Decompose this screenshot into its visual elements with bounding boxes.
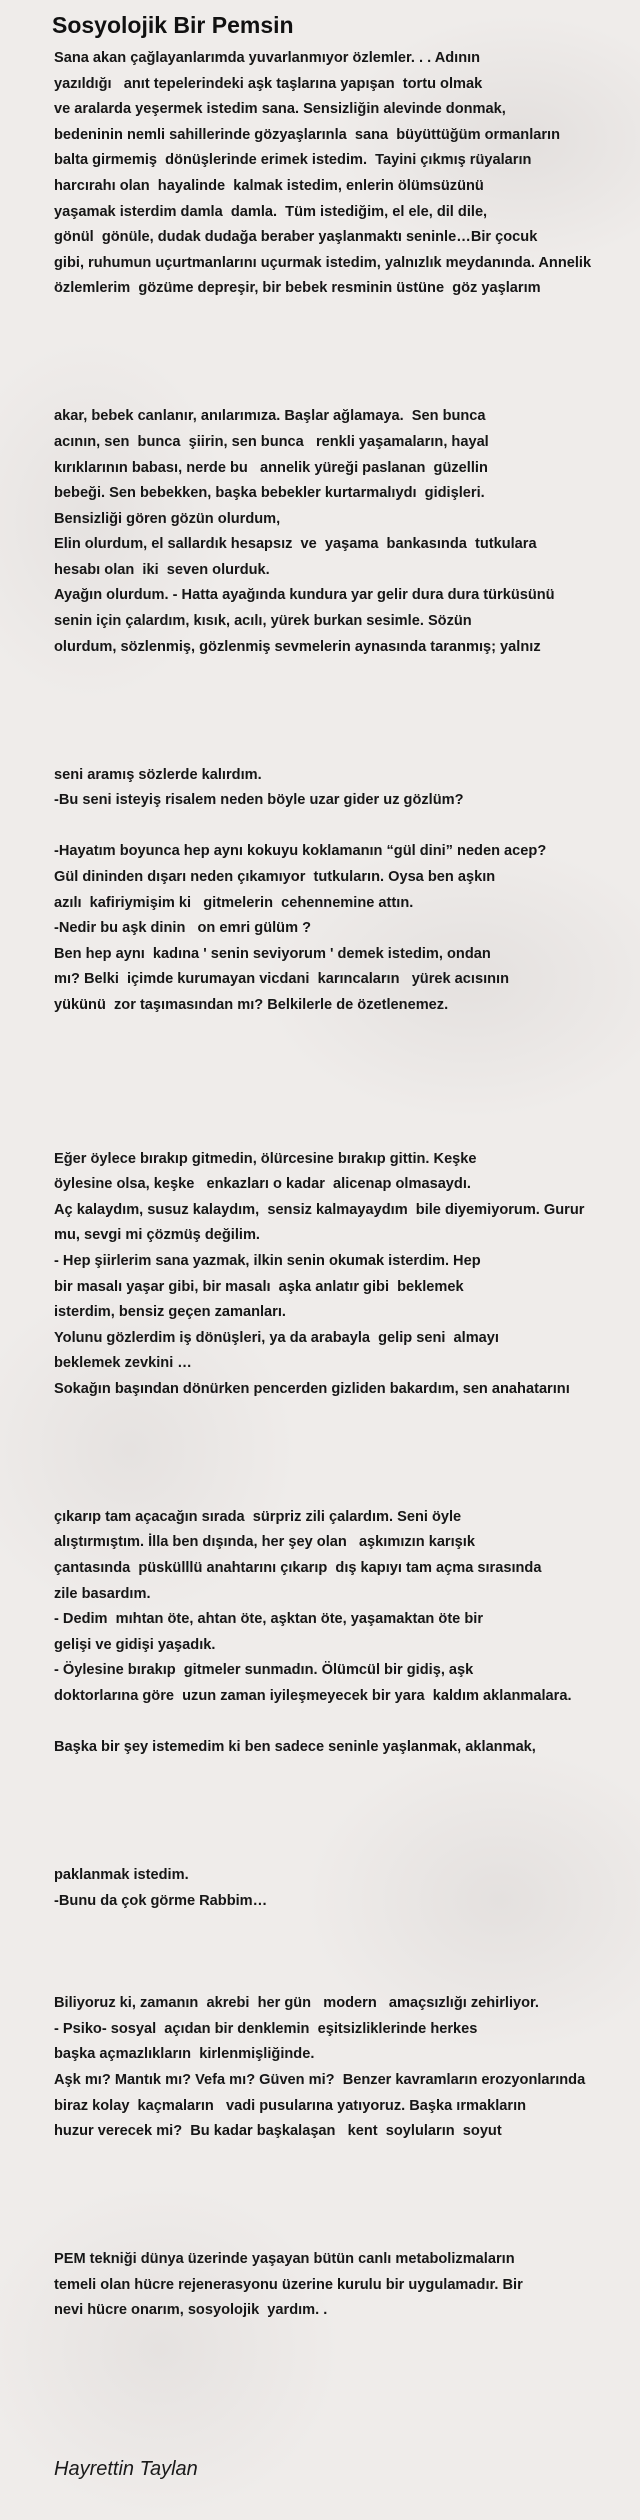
- poem-line: - Psiko- sosyal açıdan bir denklemin eşitsizliklerinde herkes: [54, 2020, 478, 2037]
- poem-title: Sosyolojik Bir Pemsin: [52, 12, 294, 38]
- poem-line: huzur verecek mi? Bu kadar başkalaşan kent soyluların soyut: [54, 2123, 502, 2140]
- poem-line: ve aralarda yeşermek istedim sana. Sensizliğin alevinde donmak,: [54, 101, 506, 118]
- poem-line: bir masalı yaşar gibi, bir masalı aşka anlatır gibi beklemek: [54, 1278, 464, 1295]
- poem-line: Aşk mı? Mantık mı? Vefa mı? Güven mi? Benzer kavramların erozyonlarında: [54, 2071, 586, 2088]
- poem-line: - Dedim mıhtan öte, ahtan öte, aşktan öte, yaşamaktan öte bir: [54, 1611, 483, 1628]
- poem-line: Aç kalaydım, susuz kalaydım, sensiz kalmayaydım bile diyemiyorum. Gurur: [54, 1201, 585, 1218]
- poem-line: mı? Belki içimde kurumayan vicdani karıncaların yürek acısının: [54, 971, 510, 988]
- poem-line: Gül dininden dışarı neden çıkamıyor tutkuların. Oysa ben aşkın: [54, 869, 496, 885]
- poem-blank-line: [54, 1838, 640, 1864]
- poem-line: - Öylesine bırakıp gitmeler sunmadın. Ölümcül bir gidiş, aşk: [54, 1662, 474, 1679]
- poem-line: nevi hücre onarım, sosyolojik yardım. .: [54, 2302, 328, 2319]
- poem-blank-line: [54, 1761, 640, 1787]
- poem-line: biraz kolay kaçmaların vadi pusularına yatıyoruz. Başka ırmakların: [54, 2097, 527, 2114]
- poem-line: temeli olan hücre rejenerasyonu üzerine kurulu bir uygulamadır. Bir: [54, 2276, 523, 2293]
- poem-blank-line: [54, 2196, 640, 2222]
- poem-blank-line: [54, 1914, 640, 1940]
- poem-blank-line: [54, 1095, 640, 1121]
- poem-line: öylesine olsa, keşke enkazları o kadar alicenap olmasaydı.: [54, 1176, 471, 1193]
- poem-line: Ayağın olurdum. - Hatta ayağında kundura yar gelir dura dura türküsünü: [54, 587, 555, 604]
- poem-blank-line: [54, 2170, 640, 2196]
- poem-blank-line: [54, 1812, 640, 1838]
- poem-line: -Bu seni isteyiş risalem neden böyle uzar gider uz gözlüm?: [54, 792, 464, 809]
- poem-line: yazıldığı anıt tepelerindeki aşk taşlarına yapışan tortu olmak: [54, 75, 483, 92]
- poem-blank-line: [54, 1454, 640, 1480]
- poem-blank-line: [54, 686, 640, 712]
- poem-line: PEM tekniği dünya üzerinde yaşayan bütün canlı metabolizmaların: [54, 2251, 515, 2268]
- poem-line: - Hep şiirlerim sana yazmak, ilkin senin okumak isterdim. Hep: [54, 1252, 481, 1269]
- poem-line: alıştırmıştım. İlla ben dışında, her şey olan aşkımızın karışık: [54, 1534, 475, 1551]
- poem-blank-line: [54, 379, 640, 405]
- poem-line: çantasında püskülllü anahtarını çıkarıp dış kapıyı tam açma sırasında: [54, 1560, 542, 1577]
- poem-line: Ben hep aynı kadına ' senin seviyorum ' demek istedim, ondan: [54, 945, 491, 962]
- poem-line: gibi, ruhumun uçurtmanlarını uçurmak istedim, yalnızlık meydanında. Annelik: [54, 254, 592, 271]
- poem-blank-line: [54, 1428, 640, 1454]
- poem-line: kırıklarının babası, nerde bu annelik yüreği paslanan güzellin: [54, 459, 488, 476]
- poem-line: -Hayatım boyunca hep aynı kokuyu koklamanın “gül dini” neden acep?: [54, 843, 547, 860]
- poem-line: Başka bir şey istemedim ki ben sadece seninle yaşlanmak, aklanmak,: [54, 1739, 536, 1756]
- poem-blank-line: [54, 814, 640, 840]
- poem-line: yaşamak isterdim damla damla. Tüm istediğim, el ele, dil dile,: [54, 203, 488, 220]
- poem-blank-line: [54, 2145, 640, 2171]
- poem-blank-line: [54, 737, 640, 763]
- poem-line: Sokağın başından dönürken pencerden gizliden bakardım, sen anahatarını: [54, 1380, 570, 1397]
- poem-line: acının, sen bunca şiirin, sen bunca renkli yaşamaların, hayal: [54, 433, 489, 450]
- poem-blank-line: [54, 1044, 640, 1070]
- poem-line: senin için çalardım, kısık, acılı, yürek burkan sesimle. Sözün: [54, 613, 472, 630]
- poem-line: Biliyoruz ki, zamanın akrebi her gün modern amaçsızlığı zehirliyor.: [54, 1995, 539, 2012]
- poem-blank-line: [54, 328, 640, 354]
- poem-blank-line: [54, 1019, 640, 1045]
- poem-line: hesabı olan iki seven olurduk.: [54, 561, 270, 578]
- poem-blank-line: [54, 1966, 640, 1992]
- poem-line: gelişi ve gidişi yaşadık.: [54, 1636, 216, 1653]
- poem-line: çıkarıp tam açacağın sırada sürpriz zili çalardım. Seni öyle: [54, 1508, 462, 1525]
- poem-blank-line: [54, 2221, 640, 2247]
- poem-blank-line: [54, 711, 640, 737]
- poem-line: Yolunu gözlerdim iş dönüşleri, ya da arabayla gelip seni almayı: [54, 1329, 499, 1346]
- poem-blank-line: [54, 1786, 640, 1812]
- poem-line: başka açmazlıkların kirlenmişliğinde.: [54, 2046, 315, 2063]
- poem-line: -Bunu da çok görme Rabbim…: [54, 1892, 268, 1909]
- poem-blank-line: [54, 660, 640, 686]
- poem-blank-line: [54, 1479, 640, 1505]
- poem-line: beklemek zevkini …: [54, 1355, 192, 1372]
- poem-line: balta girmemiş dönüşlerinde erimek istedim. Tayini çıkmış rüyaların: [54, 152, 532, 169]
- poem-blank-line: [54, 302, 640, 328]
- poem-line: bebeği. Sen bebekken, başka bebekler kurtarmalıydı gidişleri.: [54, 485, 485, 502]
- poem-author: Hayrettin Taylan: [54, 2458, 198, 2480]
- poem-blank-line: [54, 1070, 640, 1096]
- poem-blank-line: [54, 1940, 640, 1966]
- poem-line: akar, bebek canlanır, anılarımıza. Başlar ağlamaya. Sen bunca: [54, 408, 486, 425]
- poem-line: doktorlarına göre uzun zaman iyileşmeyecek bir yara kaldım aklanmalara.: [54, 1688, 572, 1704]
- poem-line: yükünü zor taşımasından mı? Belkilerle de özetlenemez.: [54, 996, 449, 1013]
- poem-line: azılı kafiriymişim ki gitmelerin cehennemine attın.: [54, 894, 414, 911]
- poem-line: isterdim, bensiz geçen zamanları.: [54, 1304, 286, 1321]
- poem-blank-line: [54, 1710, 640, 1736]
- poem-line: bedeninin nemli sahillerinde gözyaşlarınla sana büyüttüğüm ormanların: [54, 126, 561, 143]
- poem-line: seni aramış sözlerde kalırdım.: [54, 766, 262, 783]
- poem-line: özlemlerim gözüme depreşir, bir bebek resminin üstüne göz yaşlarım: [54, 280, 541, 297]
- poem-body: [54, 46, 640, 2324]
- poem-line: Eğer öylece bırakıp gitmedin, ölürcesine bırakıp gittin. Keşke: [54, 1150, 477, 1167]
- poem-blank-line: [54, 1121, 640, 1147]
- poem-line: -Nedir bu aşk dinin on emri gülüm ?: [54, 920, 312, 937]
- poem-blank-line: [54, 1402, 640, 1428]
- poem-line: mu, sevgi mi çözmüş değilim.: [54, 1227, 260, 1244]
- poem-blank-line: [54, 353, 640, 379]
- poem-line: gönül gönüle, dudak dudağa beraber yaşlanmaktı seninle…Bir çocuk: [54, 229, 538, 246]
- poem-line: Sana akan çağlayanlarımda yuvarlanmıyor özlemler. . . Adının: [54, 50, 481, 66]
- poem-line: paklanmak istedim.: [54, 1867, 189, 1884]
- poem-line: Bensizliği gören gözün olurdum,: [54, 510, 281, 527]
- poem-line: Elin olurdum, el sallardık hesapsız ve yaşama bankasında tutkulara: [54, 536, 537, 553]
- poem-line: harcırahı olan hayalinde kalmak istedim, enlerin ölümsüzünü: [54, 177, 484, 194]
- poem-line: olurdum, sözlenmiş, gözlenmiş sevmelerin aynasında taranmış; yalnız: [54, 638, 541, 655]
- poem-line: zile basardım.: [54, 1585, 151, 1602]
